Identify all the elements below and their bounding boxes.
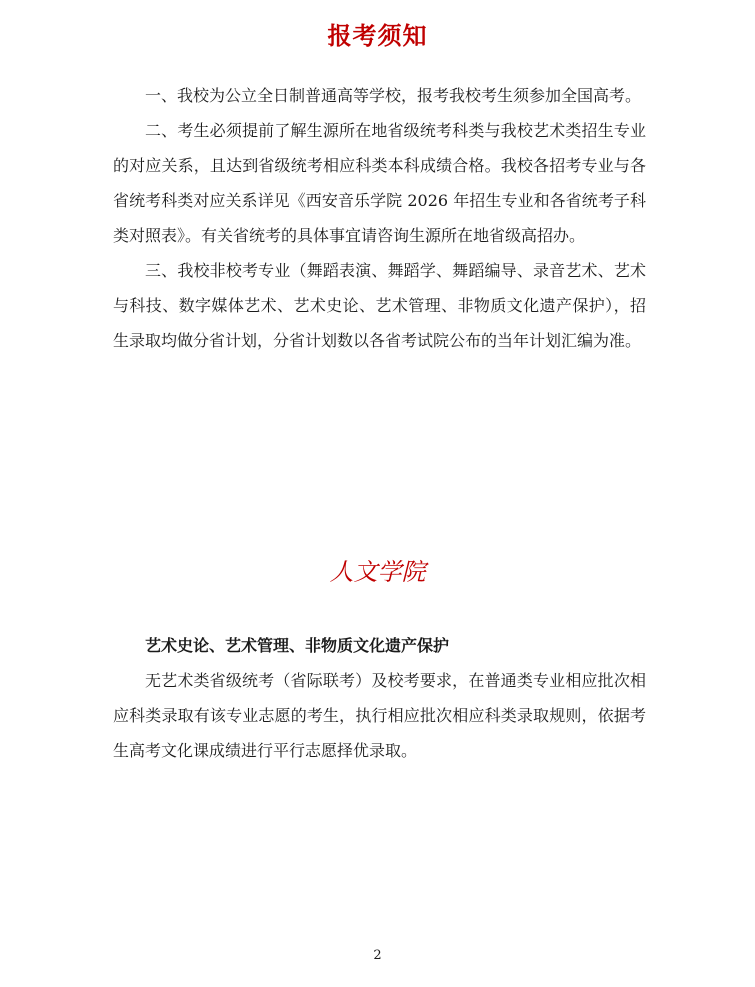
notice-paragraph-1: 一、我校为公立全日制普通高等学校，报考我校考生须参加全国高考。 <box>145 86 642 105</box>
notice-paragraph-3: 三、我校非校考专业（舞蹈表演、舞蹈学、舞蹈编导、录音艺术、艺术与科技、数字媒体艺术、艺术史论、艺术管理、非物质文化遗产保护），招生录取均做分省计划，分省计划数以各省考试院公布的当年计划汇编为准。 <box>113 261 646 350</box>
college-title: 人文学院 <box>329 558 426 586</box>
college-admission-paragraph: 无艺术类省级统考（省际联考）及校考要求，在普通类专业相应批次相应科类录取有该专业志愿的考生，执行相应批次相应科类录取规则，依据考生高考文化课成绩进行平行志愿择优录取。 <box>113 671 646 760</box>
college-majors-heading: 艺术史论、艺术管理、非物质文化遗产保护 <box>145 636 450 655</box>
page-number: 2 <box>373 948 382 963</box>
notice-paragraph-2: 二、考生必须提前了解生源所在地省级统考科类与我校艺术类招生专业的对应关系，且达到省级统考相应科类本科成绩合格。我校各招考专业与各省统考科类对应关系详见《西安音乐学院 2026 年招生专业和各省统考子科类对照表》。有关省统考的具体事宜请咨询生源所在地省级高招办。 <box>113 121 646 245</box>
notice-title: 报考须知 <box>327 21 428 50</box>
college-body <box>113 628 646 768</box>
notice-body <box>113 78 646 358</box>
